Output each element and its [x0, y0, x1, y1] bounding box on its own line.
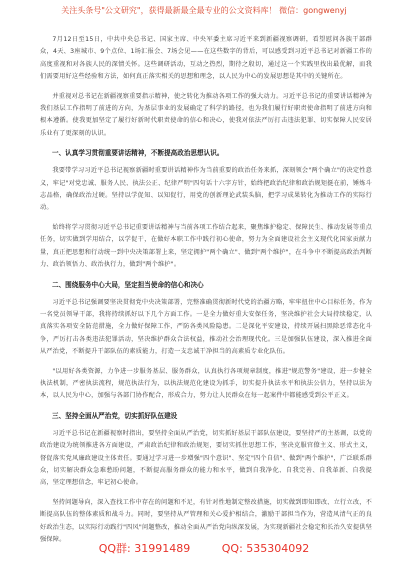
- document-body: [40, 34, 372, 553]
- section-1-paragraph-1: 我要带学习习近平总书记视察新疆时重要讲话精神作为当前重要的政治任务来抓，深刻领会"两个确立"的决定性意义，牢记"对党忠诚、服务人民、执法公正、纪律严明"四句话十六字方针，始终把政治纪律和政治规矩挺在前，锤炼斗志品格，确保政治过硬。坚持以学促知、以知促行，用党的创新理论武装头脑，把学习成果转化为推动工作的实际行动。: [40, 167, 372, 212]
- section-3-paragraph-1: 习近平总书记在新疆视察时指出，要坚持全面从严治党，切实抓好基层干部队伍建设，要坚持严的主基调，以党的政治建设为统领推进各方面建设，严肃政治纪律和政治规矩，要切实抓住思想工作，坚决克服官僚主义、形式主义，督促落实党风廉政建设主体责任。要通过学习进一步增强"四个意识"、坚定"四个自信"、做到"两个维护"，广泛联系群众，切实解决群众急难愁盼问题，不断提高服务群众的能力和水平，做到自我净化、自我完善、自我革新、自我提高，坚定理想信念，牢记初心使命。: [40, 429, 372, 487]
- section-heading-3: 三、坚持全面从严治党，切实抓好队伍建设: [52, 411, 178, 420]
- intro-paragraph: 7月12日至15日，中共中央总书记、国家主席、中央军委主席习近平来到新疆视察调研，看望慰问各族干部群众，4天、3座城市、9个点位、1场汇报会、7场会见——在这些数字的背后，可以感受到习近平总书记对新疆工作的高度重视和对各族人民的深情关怀。这些调研活动，互动之热烈，期待之殷切，通过这一个实践里找出最优解，而我们需要用好这些经验和方法，如何真正落实相关的思想和理念，以人民为中心的发展思想是其中的关键所在。: [40, 36, 372, 81]
- section-1-paragraph-2: 始终将学习贯彻习近平总书记重要讲话精神与当前各项工作结合起来，聚焦维护稳定、保障民生、推动发展等重点任务，切实做到学用结合，以学促干，在做好本职工作中践行初心使命，努力为全面建设社会主义现代化国家贡献力量，真正把思想和行动统一到中央决策部署上来，坚定拥护"两个确立"、做到"两个维护"，在斗争中不断提高政治判断力、政治领悟力、政治执行力，做到"两个维护"。: [40, 223, 372, 269]
- section-2-paragraph-2: "以用好各类资源，力争进一步服务基层、服务群众，认真执行各项规章制度，推进"规范警务"建设，进一步健全执法机制，严密执法流程，规范执法行为，以执法规范化建设为抓手，切实提升执法水平和执法公信力，坚持以法为本，以人民为中心，加强与各部门协作配合，形成合力，努力让人民群众在每一起案件中都能感受到公平正义。: [40, 367, 372, 400]
- qq-contact-text: QQ: 535304092: [221, 542, 310, 555]
- section-3-paragraph-2: 坚持问题导向，深入查找工作中存在的问题和不足，有针对性地制定整改措施，切实做到即知即改、立行立改，不断提高队伍的整体素质和战斗力。同时，要坚持从严管理和关心爱护相结合，激励干部担当作为，营造风清气正的良好政治生态，以实际行动践行"四风"问题整改，推动全面从严治党向纵深发展，为实现新疆社会稳定和长治久安提供坚强保障。: [40, 498, 372, 543]
- section-2-paragraph-1: 习近平总书记强调要坚决贯彻党中央决策部署，完整准确贯彻新时代党的治疆方略，牢牢扭住中心目标任务，作为一名党员领导干部，我将持续抓好以下几个方面工作。一是全力做好重大安保任务，坚决维护社会大局持续稳定，认真落实各项安全防范措施，全力做好保障工作，严防各类风险隐患。二是深化平安建设，持续开展扫黑除恶常态化斗争，严厉打击各类违法犯罪活动，坚决维护群众合法权益，推动社会治理现代化。三是加强队伍建设，深入推进全面从严治党，不断提升干部队伍的素质能力，打造一支忠诚干净担当的高素质专业化队伍。: [40, 298, 372, 356]
- header-line: 关注头条号"公文研究"，获得最新最全最专业的公文资料库！ 微信：gongwenyj: [61, 6, 347, 15]
- page-footer: [0, 540, 408, 556]
- page-header: [0, 6, 408, 16]
- section-heading-1: 一、认真学习贯彻重要讲话精神，不断提高政治思想认识。: [52, 149, 224, 158]
- qq-group-text: QQ群: 31991489: [98, 542, 191, 555]
- section-heading-2: 二、围绕服务中心大局，坚定担当使命的信心和决心: [52, 280, 204, 289]
- intro-paragraph-2: 并重视对总书记在新疆视察重要指示精神，使之转化为推动各项工作的强大动力。习近平总书记的重要讲话精神为我们基层工作指明了前进的方向，为基层事业的发展确定了科学的路径，也为我们履行好职责使命指明了前进方向和根本遵循。使我更加坚定了履行好新时代职责使命的信心和决心，使我对依法严厉打击违法犯罪、切实保障人民安居乐业有了更深刻的认识。: [40, 92, 372, 137]
